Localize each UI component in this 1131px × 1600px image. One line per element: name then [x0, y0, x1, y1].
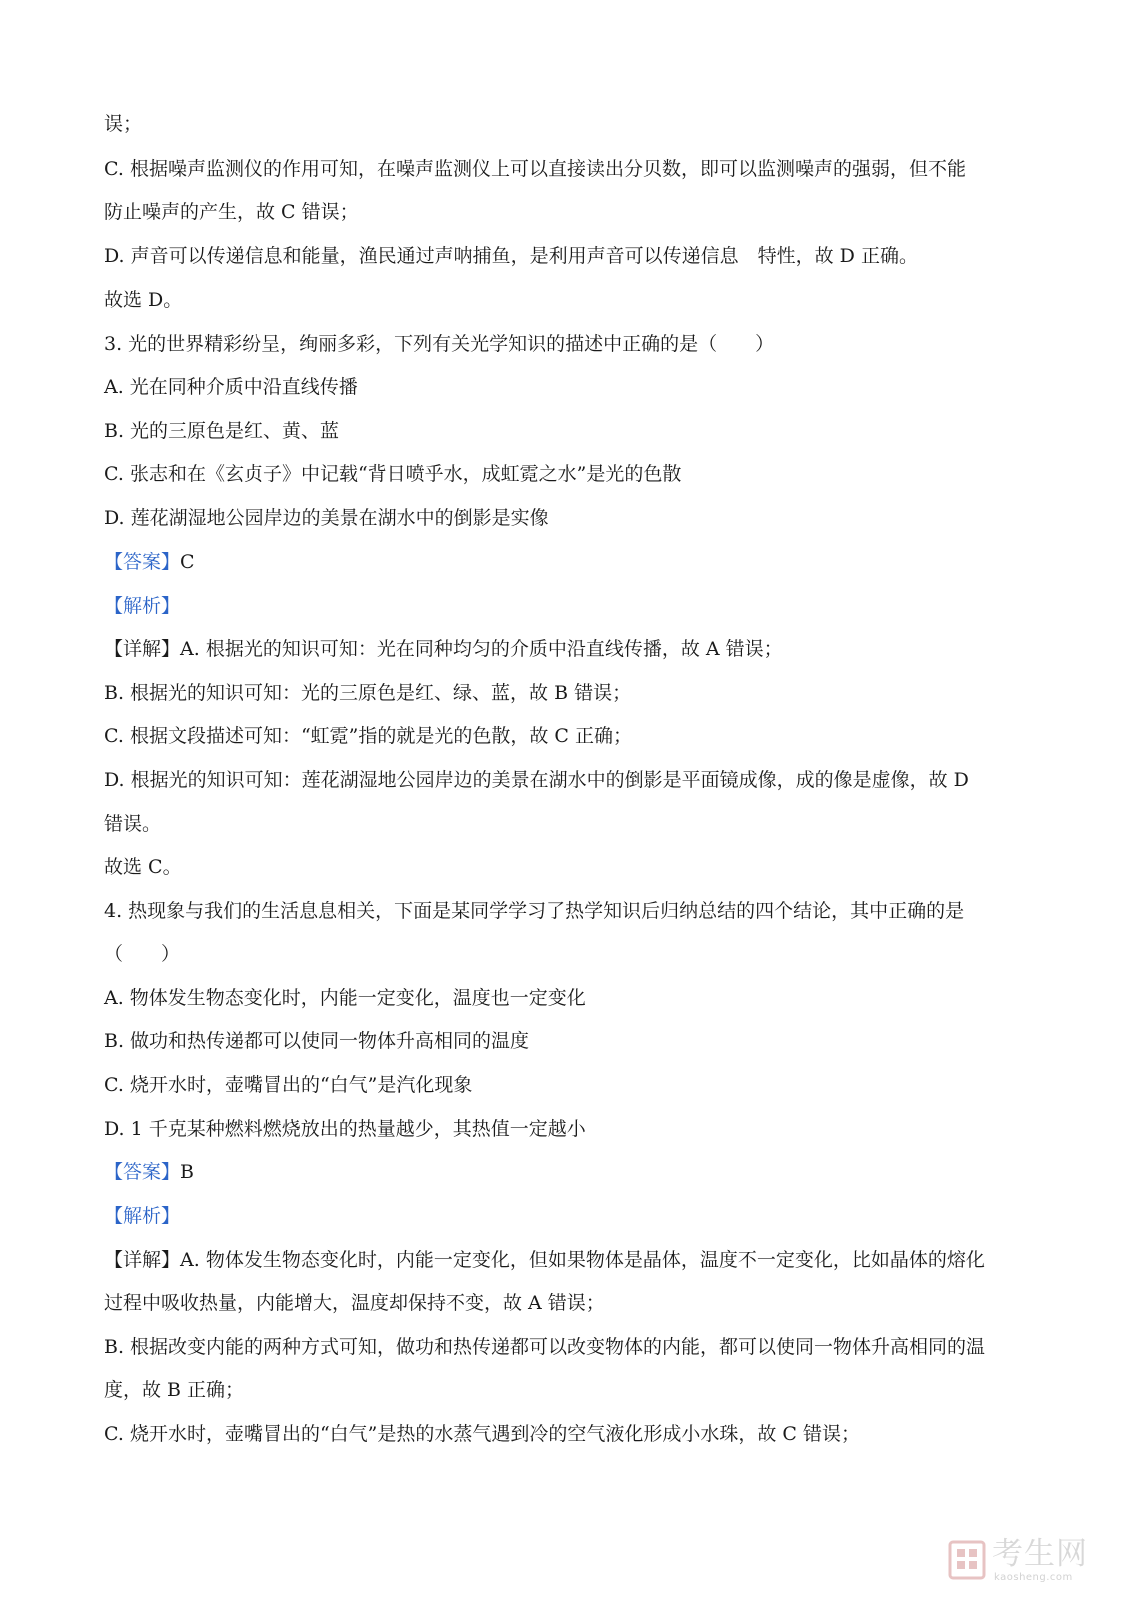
watermark-url: kaosheng.com	[994, 1572, 1073, 1583]
detail-text: A. 根据光的知识可知：光在同种均匀的介质中沿直线传播，故 A 错误；	[180, 638, 783, 660]
text-line: 防止噪声的产生，故 C 错误；	[104, 201, 359, 223]
text-line: B. 根据光的知识可知：光的三原色是红、绿、蓝，故 B 错误；	[104, 682, 632, 704]
answer-tag: 【答案】	[104, 1161, 181, 1183]
kaosheng-logo-icon	[948, 1540, 986, 1580]
text-line: D. 声音可以传递信息和能量，渔民通过声呐捕鱼，是利用声音可以传递信息 特性，故 D 正确。	[104, 245, 918, 267]
text-line: D. 根据光的知识可知：莲花湖湿地公园岸边的美景在湖水中的倒影是平面镜成像，成的像是虚像，故 D	[104, 769, 969, 791]
text-line: 故选 C。	[104, 856, 182, 878]
question-4-detail	[104, 1247, 1034, 1273]
question-4-stem-paren: （ ）	[104, 943, 181, 965]
detail-tag: 【详解】	[104, 1249, 181, 1271]
question-4-option-b: B. 做功和热传递都可以使同一物体升高相同的温度	[104, 1030, 530, 1052]
text-line: 错误。	[104, 813, 162, 835]
question-4-answer	[104, 1159, 1034, 1185]
detail-text: A. 物体发生物态变化时，内能一定变化，但如果物体是晶体，温度不一定变化，比如晶体的熔化	[180, 1249, 985, 1271]
question-4-option-d: D. 1 千克某种燃料燃烧放出的热量越少，其热值一定越小	[104, 1118, 586, 1140]
text-line: 度，故 B 正确；	[104, 1379, 245, 1401]
question-3-option-a: A. 光在同种介质中沿直线传播	[104, 376, 358, 398]
analysis-tag: 【解析】	[104, 595, 181, 617]
answer-value: C	[180, 551, 195, 573]
text-line: C. 根据噪声监测仪的作用可知，在噪声监测仪上可以直接读出分贝数，即可以监测噪声的强弱，但不能	[104, 158, 966, 180]
question-3-option-d: D. 莲花湖湿地公园岸边的美景在湖水中的倒影是实像	[104, 507, 549, 529]
text-line: 误；	[104, 113, 143, 135]
text-line: 过程中吸收热量，内能增大，温度却保持不变，故 A 错误；	[104, 1292, 605, 1314]
question-3-option-c: C. 张志和在《玄贞子》中记载“背日喷乎水，成虹霓之水”是光的色散	[104, 463, 682, 485]
question-3-stem: 3. 光的世界精彩纷呈，绚丽多彩，下列有关光学知识的描述中正确的是（ ）	[104, 333, 775, 355]
question-4-option-c: C. 烧开水时，壶嘴冒出的“白气”是汽化现象	[104, 1074, 473, 1096]
analysis-tag: 【解析】	[104, 1205, 181, 1227]
question-3-detail	[104, 636, 1034, 662]
text-line: B. 根据改变内能的两种方式可知，做功和热传递都可以改变物体的内能，都可以使同一物体升高相同的温	[104, 1336, 986, 1358]
question-3-option-b: B. 光的三原色是红、黄、蓝	[104, 420, 340, 442]
text-line: C. 根据文段描述可知：“虹霓”指的就是光的色散，故 C 正确；	[104, 725, 632, 747]
watermark-name: 考生网	[992, 1536, 1088, 1572]
question-3-answer	[104, 549, 1034, 575]
answer-tag: 【答案】	[104, 551, 181, 573]
question-4-option-a: A. 物体发生物态变化时，内能一定变化，温度也一定变化	[104, 987, 586, 1009]
text-line: C. 烧开水时，壶嘴冒出的“白气”是热的水蒸气遇到冷的空气液化形成小水珠，故 C 错误；	[104, 1423, 860, 1445]
answer-value: B	[180, 1161, 194, 1183]
detail-tag: 【详解】	[104, 638, 181, 660]
watermark	[948, 1534, 1118, 1588]
question-4-stem: 4. 热现象与我们的生活息息相关，下面是某同学学习了热学知识后归纳总结的四个结论，其中正确的是	[104, 900, 965, 922]
text-line: 故选 D。	[104, 289, 183, 311]
